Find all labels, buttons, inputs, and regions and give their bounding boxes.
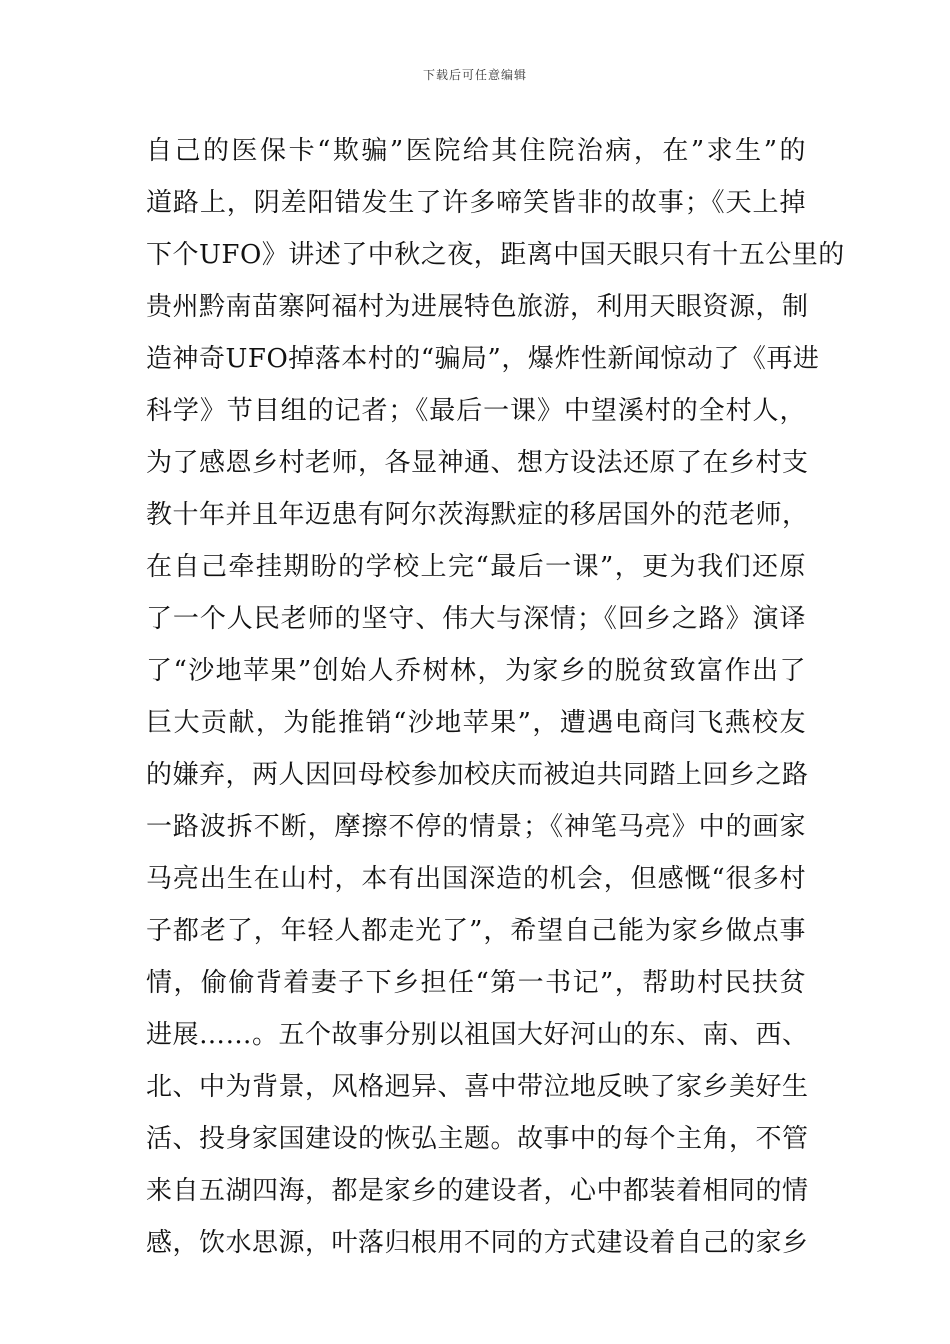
text-line: 进展……。五个故事分别以祖国大好河山的东、南、西、 [146, 1020, 809, 1050]
text-line: 了一个人民老师的坚守、伟大与深情；《回乡之路》演译 [146, 604, 806, 634]
text-line: 北、中为背景，风格迥异、喜中带泣地反映了家乡美好生 [146, 1072, 809, 1102]
text-line: 了“沙地苹果”创始人乔树林，为家乡的脱贫致富作出了 [146, 656, 806, 686]
text-line: 感，饮水思源，叶落归根用不同的方式建设着自己的家乡 [146, 1228, 809, 1258]
text-line: 巨大贡献，为能推销“沙地苹果”，遭遇电商闫飞燕校友 [146, 708, 806, 738]
text-line: 为了感恩乡村老师，各显神通、想方设法还原了在乡村支 [146, 448, 809, 478]
body-text [146, 125, 845, 1269]
text-line: 自己的医保卡“欺骗”医院给其住院治病，在”求生”的 [146, 136, 806, 166]
text-line: 下个UFO》讲述了中秋之夜，距离中国天眼只有十五公里的 [146, 240, 845, 270]
text-line: 科学》节目组的记者；《最后一课》中望溪村的全村人， [146, 396, 806, 426]
page-header-note: 下载后可任意编辑 [422, 68, 527, 82]
text-line: 马亮出生在山村，本有出国深造的机会，但感慨“很多村 [146, 864, 806, 894]
text-line: 一路波拆不断，摩擦不停的情景；《神笔马亮》中的画家 [146, 812, 806, 842]
text-line: 道路上，阴差阳错发生了许多啼笑皆非的故事；《天上掉 [146, 188, 806, 218]
text-line: 的嫌弃，两人因回母校参加校庆而被迫共同踏上回乡之路 [146, 760, 809, 790]
text-line: 子都老了，年轻人都走光了”，希望自己能为家乡做点事 [146, 916, 806, 946]
text-line: 来自五湖四海，都是家乡的建设者，心中都装着相同的情 [146, 1176, 809, 1206]
text-line: 造神奇UFO掉落本村的“骗局”，爆炸性新闻惊动了《再进 [146, 344, 820, 374]
text-line: 在自己牵挂期盼的学校上完“最后一课”，更为我们还原 [146, 552, 806, 582]
text-line: 情，偷偷背着妻子下乡担任“第一书记”，帮助村民扶贫 [146, 968, 806, 998]
text-line: 活、投身家国建设的恢弘主题。故事中的每个主角，不管 [146, 1124, 809, 1154]
text-line: 贵州黔南苗寨阿福村为进展特色旅游，利用天眼资源，制 [146, 292, 809, 322]
text-line: 教十年并且年迈患有阿尔茨海默症的移居国外的范老师， [146, 500, 809, 530]
